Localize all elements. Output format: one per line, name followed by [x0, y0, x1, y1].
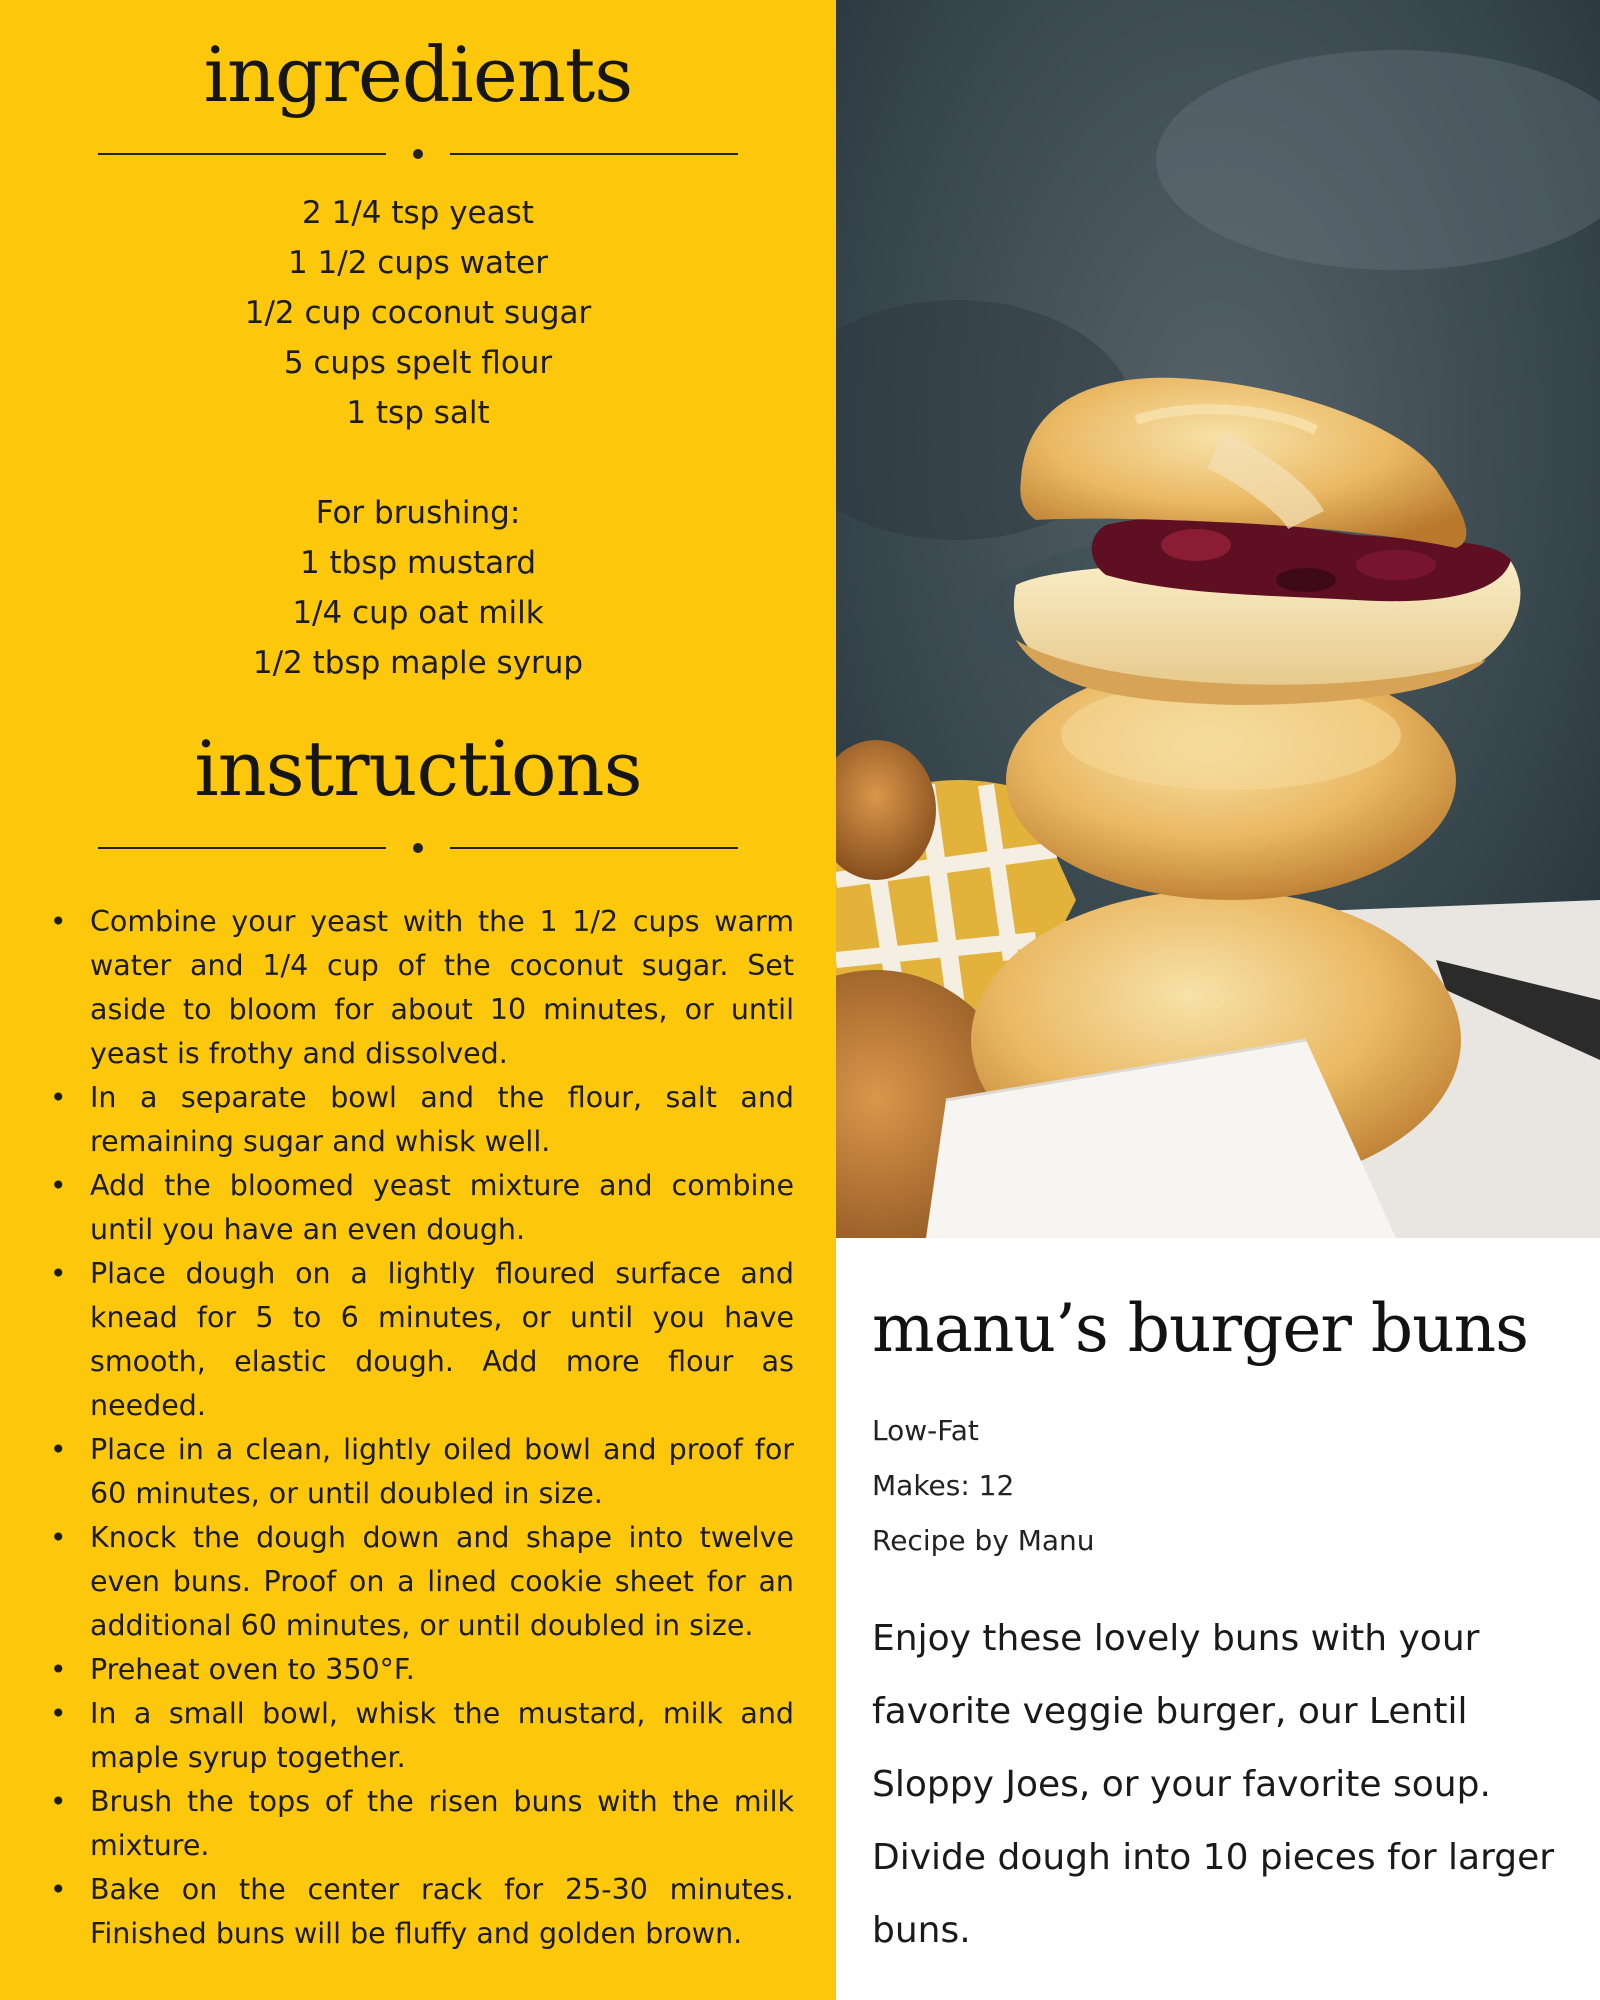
instruction-step: • Knock the dough down and shape into twelve even buns. Proof on a lined cookie sheet for an additional 60 minutes, or until doubled in size. [50, 1516, 794, 1648]
author-credit: Recipe by Manu [872, 1524, 1095, 1557]
instruction-step: • Brush the tops of the risen buns with the milk mixture. [50, 1780, 794, 1868]
brushing-label: For brushing: [315, 495, 521, 531]
servings: Makes: 12 [872, 1469, 1015, 1502]
instruction-step: • Combine your yeast with the 1 1/2 cups warm water and 1/4 cup of the coconut sugar. Set aside to bloom for about 10 minutes, or until yeast is frothy and dissolved. [50, 900, 794, 1076]
instruction-step: • Preheat oven to 350°F. [50, 1648, 794, 1692]
instructions-heading: instructions [194, 724, 642, 813]
burger-buns-photo [836, 0, 1600, 1238]
recipe-description: Enjoy these lovely buns with your favorite veggie burger, our Lentil Sloppy Joes, or your favorite soup. Divide dough into 10 pieces for larger buns. [872, 1618, 1555, 1951]
instruction-step: • Place in a clean, lightly oiled bowl and proof for 60 minutes, or until doubled in size. [50, 1428, 794, 1516]
instruction-step: • In a separate bowl and the flour, salt and remaining sugar and whisk well. [50, 1076, 794, 1164]
instructions-list [50, 900, 794, 1956]
recipe-info-card [836, 1238, 1600, 2000]
ingredient-item: 2 1/4 tsp yeast [302, 195, 534, 231]
ingredient-item: 1 1/2 cups water [287, 245, 549, 281]
brushing-item: 1/4 cup oat milk [292, 595, 544, 631]
ingredient-item: 5 cups spelt flour [283, 345, 553, 381]
instruction-step: • Place dough on a lightly floured surface and knead for 5 to 6 minutes, or until you have smooth, elastic dough. Add more flour as needed. [50, 1252, 794, 1428]
recipe-title: manu’s burger buns [872, 1290, 1529, 1367]
ingredients-divider [98, 148, 738, 160]
ingredient-item: 1/2 cup coconut sugar [244, 295, 592, 331]
instruction-step: • Add the bloomed yeast mixture and combine until you have an even dough. [50, 1164, 794, 1252]
ingredients-list [0, 188, 836, 688]
brushing-item: 1/2 tbsp maple syrup [252, 645, 584, 681]
diet-tag: Low-Fat [872, 1414, 979, 1447]
ingredients-heading: ingredients [203, 30, 633, 119]
instruction-step: • In a small bowl, whisk the mustard, milk and maple syrup together. [50, 1692, 794, 1780]
instruction-step: • Bake on the center rack for 25-30 minutes. Finished buns will be fluffy and golden brown. [50, 1868, 794, 1956]
ingredient-item: 1 tsp salt [346, 395, 490, 431]
instructions-divider [98, 842, 738, 854]
brushing-item: 1 tbsp mustard [299, 545, 537, 581]
